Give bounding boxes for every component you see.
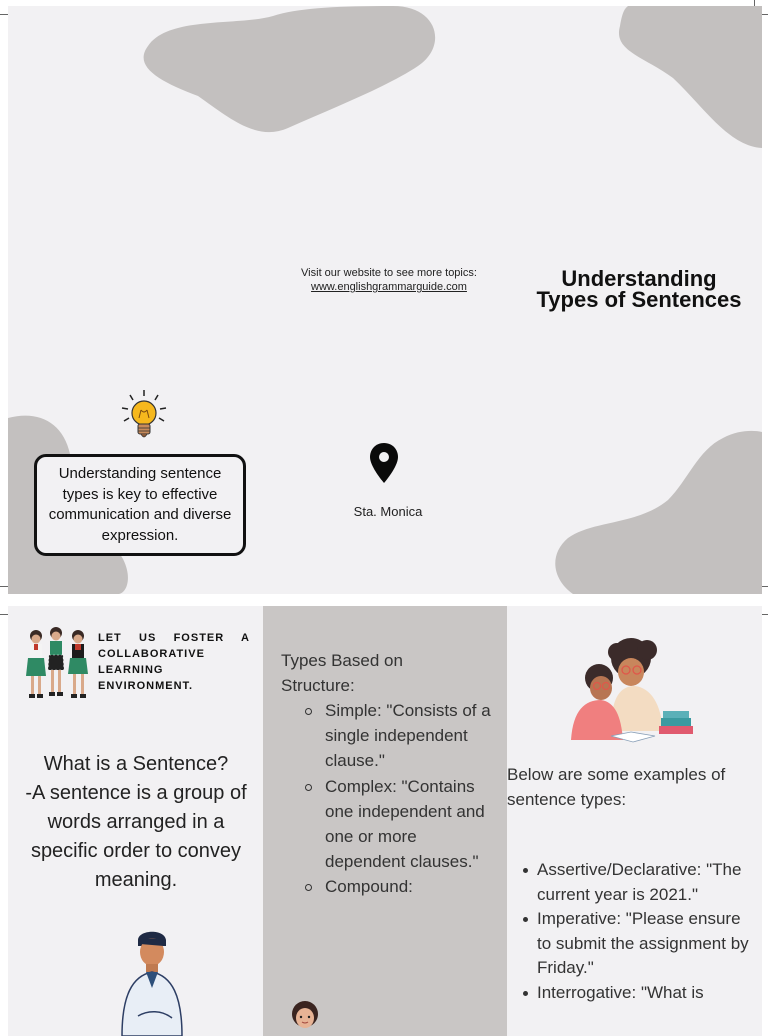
- list-item: Imperative: "Please ensure to submit the assignment by Friday.": [519, 907, 759, 981]
- location-pin-icon: [368, 442, 400, 484]
- website-info: [238, 266, 540, 294]
- structure-types-list: [301, 698, 501, 900]
- crop-mark: [762, 614, 768, 615]
- crop-mark: [0, 14, 8, 15]
- brochure-title: Understanding Types of Sentences: [536, 266, 742, 312]
- brochure-cover-page: [8, 6, 762, 594]
- students-group-illustration: [20, 624, 94, 702]
- website-link[interactable]: www.englishgrammarguide.com: [311, 281, 467, 293]
- what-is-definition: -A sentence is a group of words arranged in a specific order to convey meaning.: [25, 782, 247, 891]
- key-quote-text: Understanding sentence types is key to effective communication and diverse expression.: [48, 465, 232, 544]
- decorative-blob-top: [138, 6, 438, 136]
- key-quote-box: [34, 454, 246, 556]
- decorative-blob-top-right: [608, 6, 762, 151]
- teacher-illustration: [112, 926, 192, 1036]
- examples-list: [519, 858, 759, 1006]
- list-item: Compound:: [301, 874, 501, 899]
- crop-mark: [762, 14, 768, 15]
- lightbulb-icon: [120, 388, 168, 444]
- what-is-heading: What is a Sentence?: [43, 753, 229, 775]
- list-item: Simple: "Consists of a single independent clause.": [301, 698, 501, 774]
- foster-tagline: LET US FOSTER A COLLABORATIVE LEARNING ENVIRONMENT.: [98, 632, 250, 692]
- list-item: Complex: "Contains one independent and one or more dependent clauses.": [301, 774, 501, 875]
- crop-mark: [762, 586, 768, 587]
- types-heading: Types Based on Structure:: [281, 651, 403, 695]
- list-item: Assertive/Declarative: "The current year is 2021.": [519, 858, 759, 907]
- sentence-definition-block: [16, 750, 256, 895]
- crop-mark: [0, 614, 8, 615]
- column-examples: [507, 606, 762, 1036]
- decorative-blob-bottom-right: [548, 430, 762, 594]
- column-intro: [8, 606, 263, 1036]
- examples-intro: Below are some examples of sentence types:: [507, 765, 726, 809]
- list-item: Interrogative: "What is: [519, 981, 759, 1006]
- crop-mark: [0, 586, 8, 587]
- girl-illustration: [285, 998, 325, 1036]
- column-structure-types: [263, 606, 507, 1036]
- visit-text: Visit our website to see more topics:: [301, 267, 477, 279]
- brochure-inside-page: [8, 606, 762, 1036]
- reading-together-illustration: [551, 636, 701, 748]
- location-text: Sta. Monica: [353, 504, 423, 519]
